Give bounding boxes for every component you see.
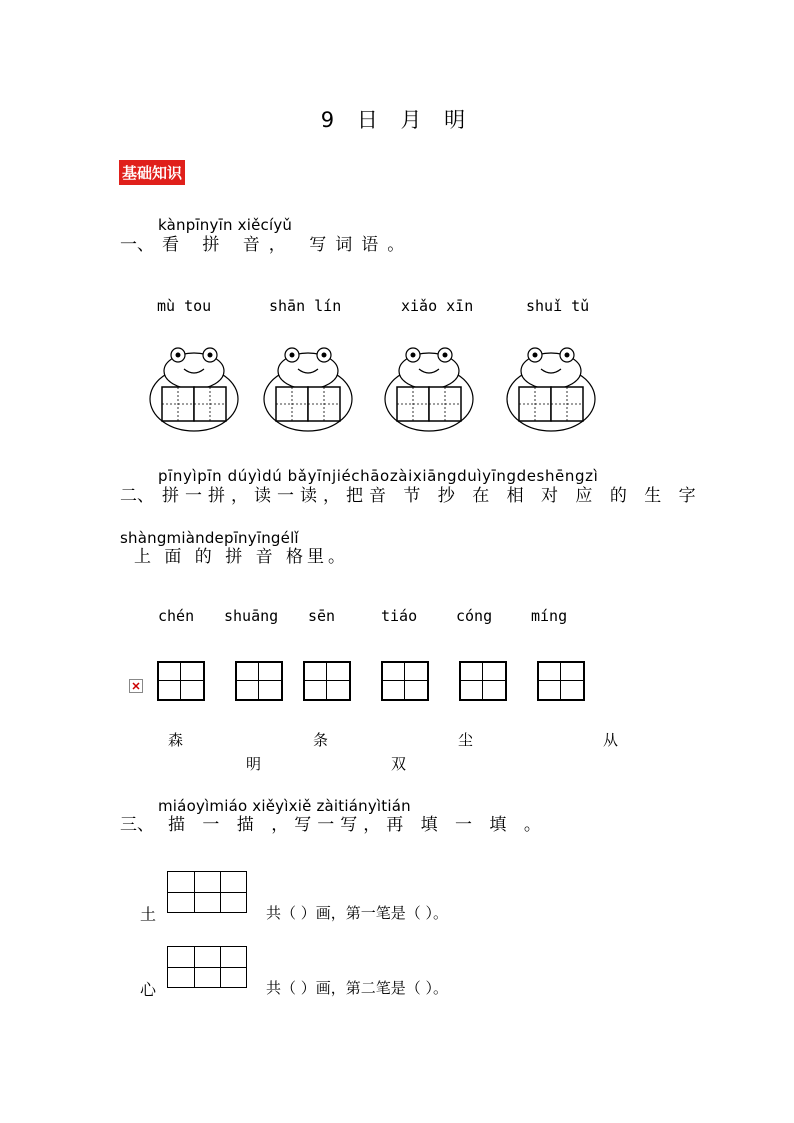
q2-syllable: sēn [308, 607, 336, 625]
pinyin-grid-box[interactable] [537, 661, 585, 701]
q1-instruction: 看 拼 音， 写词语。 [162, 235, 414, 255]
frog-writing-box[interactable] [148, 345, 240, 433]
frog-writing-box[interactable] [262, 345, 354, 433]
q3-number: 三、 [120, 815, 154, 835]
q3-fill-sentence: 共（ ）画，第二笔是（ ）。 [266, 979, 449, 997]
q2-syllable: chén [158, 607, 195, 625]
frog-writing-box[interactable] [505, 345, 597, 433]
q2-instruction-line2: 上 面 的 拼 音 格里。 [134, 547, 350, 567]
q1-number: 一、 [120, 235, 154, 255]
q1-word-pinyin: mù tou [157, 297, 212, 315]
q2-character: 明 [246, 755, 262, 773]
q1-word-pinyin: shuǐ tǔ [526, 297, 590, 315]
q3-target-character: 土 [140, 905, 157, 924]
tracing-grid[interactable] [167, 871, 247, 913]
q1-pinyin-heading: kànpīnyīn xiěcíyǔ [158, 216, 293, 234]
frog-writing-box[interactable] [383, 345, 475, 433]
q2-character: 从 [603, 731, 619, 749]
q2-syllable: tiáo [381, 607, 418, 625]
q2-pinyin-heading-2: shàngmiàndepīnyīngélǐ [120, 529, 299, 547]
q2-syllable: shuāng [224, 607, 279, 625]
page-title: 9 日 月 明 [320, 108, 474, 132]
section-badge: 基础知识 [119, 160, 185, 185]
q2-number: 二、 [120, 486, 154, 506]
pinyin-grid-box[interactable] [459, 661, 507, 701]
q3-target-character: 心 [140, 980, 157, 999]
q1-word-pinyin: xiǎo xīn [401, 297, 474, 315]
pinyin-grid-box[interactable] [381, 661, 429, 701]
q2-pinyin-heading: pīnyìpīn dúyìdú bǎyīnjiéchāozàixiāngduìyīngdeshēngzì [158, 467, 599, 485]
q2-character: 双 [391, 755, 407, 773]
pinyin-grid-box[interactable] [303, 661, 351, 701]
q3-pinyin-heading: miáoyìmiáo xiěyìxiě zàitiányìtián [158, 797, 411, 815]
q2-character: 尘 [458, 731, 474, 749]
q3-instruction: 描 一 描 ，写一写，再 填 一 填 。 [168, 815, 547, 835]
pinyin-grid-box[interactable] [157, 661, 205, 701]
q1-word-pinyin: shān lín [269, 297, 342, 315]
broken-image-icon [129, 679, 143, 693]
q2-syllable: cóng [456, 607, 493, 625]
q2-character: 条 [313, 731, 329, 749]
tracing-grid[interactable] [167, 946, 247, 988]
q2-character: 森 [168, 731, 184, 749]
pinyin-grid-box[interactable] [235, 661, 283, 701]
q3-fill-sentence: 共（ ）画，第一笔是（ ）。 [266, 904, 449, 922]
q2-instruction-line1: 拼一拼，读一读，把音 节 抄 在 相 对 应 的 生 字 [162, 486, 702, 506]
q2-syllable: míng [531, 607, 568, 625]
